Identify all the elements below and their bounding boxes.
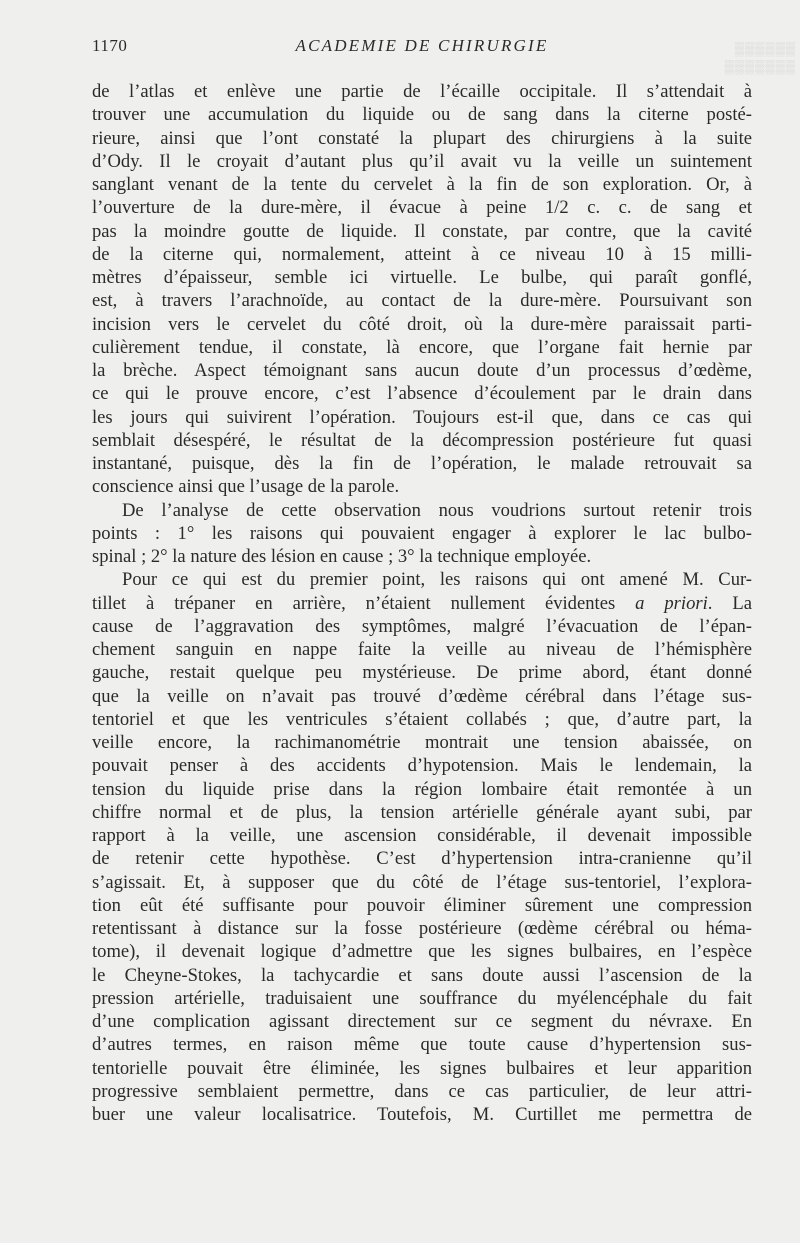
text-line [92, 289, 752, 312]
text-line-content: d’Ody. Il le croyait d’autant plus qu’il avait vu la veille un suintement [92, 150, 752, 172]
text-line [92, 754, 752, 777]
text-line [92, 150, 752, 173]
text-line [92, 731, 752, 754]
text-line-content: la brèche. Aspect témoignant sans aucun doute d’un processus d’œdème, [92, 360, 752, 381]
text-line [92, 661, 752, 684]
text-line-content: progressive semblaient permettre, dans ce cas particulier, de leur attri- [92, 1080, 752, 1102]
text-line-content: chement sanguin en nappe faite la veille au niveau de l’hémisphère [92, 639, 752, 660]
text-line [92, 220, 752, 243]
text-line [92, 615, 752, 638]
text-line [92, 917, 752, 940]
text-line [92, 894, 752, 917]
text-line [92, 429, 752, 452]
text-line-content: points : 1° les raisons qui pouvaient engager à explorer le lac bulbo- [92, 522, 752, 544]
text-line-content: retentissant à distance sur la fosse postérieure (œdème cérébral ou héma- [92, 918, 752, 939]
body-text [92, 80, 752, 1126]
text-line-content: conscience ainsi que l’usage de la parole. [92, 476, 400, 498]
text-line-content: de retenir cette hypothèse. C’est d’hypertension intra-cranienne qu’il [92, 848, 752, 870]
page-number: 1170 [92, 36, 128, 55]
text-line [92, 80, 752, 103]
text-line [92, 196, 752, 219]
text-line-content: pas la moindre goutte de liquide. Il constate, par contre, que la cavité [92, 220, 752, 242]
text-line-content: buer une valeur localisatrice. Toutefois, M. Curtillet me permettra de [92, 1104, 752, 1125]
text-line [92, 987, 752, 1010]
running-title: ACADEMIE DE CHIRURGIE [295, 36, 549, 55]
text-line [92, 1080, 752, 1103]
text-line [92, 243, 752, 266]
text-line [92, 1103, 752, 1126]
text-line [92, 568, 752, 591]
text-line [92, 592, 752, 615]
text-line [92, 452, 752, 475]
text-line-content: spinal ; 2° la nature des lésion en cause ; 3° la technique employée. [92, 546, 592, 567]
text-line [92, 940, 752, 963]
text-line-content: d’autres termes, en raison même que toute cause d’hypertension sus- [92, 1034, 752, 1056]
text-line [92, 336, 752, 359]
show-through-text: ▒▒▒▒▒▒ ▒▒▒▒▒▒▒ [724, 41, 796, 74]
text-line [92, 313, 752, 336]
text-line-content: De l’analyse de cette observation nous voudrions surtout retenir trois [122, 499, 752, 521]
text-line-content: trouver une accumulation du liquide ou de sang dans la citerne posté- [92, 104, 752, 126]
page-header [92, 36, 752, 60]
text-line-content: tentorielle pouvait être éliminée, les signes bulbaires et leur apparition [92, 1057, 752, 1079]
text-line-content: sanglant venant de la tente du cervelet à la fin de son exploration. Or, à [92, 174, 752, 195]
text-line-content: gauche, restait quelque peu mystérieuse. De prime abord, étant donné [92, 662, 752, 684]
italic-phrase: a priori [635, 592, 708, 614]
text-line [92, 778, 752, 801]
text-line [92, 871, 752, 894]
text-line [92, 103, 752, 126]
text-line [92, 824, 752, 847]
text-line [92, 1057, 752, 1080]
text-line-content: tillet à trépaner en arrière, n’étaient nullement évidentes [92, 592, 616, 614]
text-line-content: Pour ce qui est du premier point, les raisons qui ont amené M. Cur- [122, 569, 752, 591]
text-line-content: pouvait penser à des accidents d’hypotension. Mais le lendemain, la [92, 755, 752, 777]
text-line-content: ce qui le prouve encore, c’est l’absence d’écoulement par le drain dans [92, 383, 752, 405]
text-line-content: rieure, ainsi que l’ont constaté la plupart des chirurgiens à la suite [92, 127, 752, 149]
text-line-content: veille encore, la rachimanométrie montrait une tension abaissée, on [92, 732, 752, 753]
text-line [92, 127, 752, 150]
text-line [92, 359, 752, 382]
text-line-content: semblait désespéré, le résultat de la décompression postérieure fut quasi [92, 429, 752, 451]
text-line-content: de la citerne qui, normalement, atteint à ce niveau 10 à 15 milli- [92, 243, 752, 265]
text-line-content: de l’atlas et enlève une partie de l’écaille occipitale. Il s’attendait à [92, 81, 752, 102]
text-line-tail: . La [707, 592, 753, 614]
text-line [92, 522, 752, 545]
text-line [92, 1010, 752, 1033]
text-line [92, 638, 752, 661]
text-line [92, 266, 752, 289]
text-line-content: les jours qui suivirent l’opération. Toujours est-il que, dans ce cas qui [92, 406, 752, 428]
text-line-content: tion eût été suffisante pour pouvoir éliminer sûrement une compression [92, 894, 752, 916]
text-line [92, 499, 752, 522]
text-line-content: le Cheyne-Stokes, la tachycardie et sans doute aussi l’ascension de la [92, 964, 752, 986]
text-line [92, 1033, 752, 1056]
text-line-content: que la veille on n’avait pas trouvé d’œdème cérébral dans l’étage sus- [92, 685, 752, 707]
text-line-content: pression artérielle, traduisaient une souffrance du myélencéphale du fait [92, 987, 752, 1009]
text-line-content: est, à travers l’arachnoïde, au contact de la dure-mère. Poursuivant son [92, 290, 752, 312]
text-line [92, 475, 752, 498]
text-line [92, 382, 752, 405]
text-line-content: tension du liquide prise dans la région lombaire était remontée à un [92, 778, 752, 800]
text-line-content: l’ouverture de la dure-mère, il évacue à peine 1/2 c. c. de sang et [92, 197, 752, 219]
text-line-content: instantané, puisque, dès la fin de l’opération, le malade retrouvait sa [92, 453, 752, 474]
text-line-content: chiffre normal et de plus, la tension artérielle générale ayant subi, par [92, 801, 752, 823]
text-line [92, 545, 752, 568]
text-line [92, 685, 752, 708]
text-line [92, 801, 752, 824]
text-line-content: culièrement tendue, il constate, là encore, que l’organe fait hernie par [92, 336, 752, 358]
text-line [92, 708, 752, 731]
text-line [92, 964, 752, 987]
text-line-content: s’agissait. Et, à supposer que du côté de l’étage sus-tentoriel, l’explora- [92, 871, 752, 893]
text-line-content: cause de l’aggravation des symptômes, malgré l’évacuation de l’épan- [92, 615, 752, 637]
text-line [92, 173, 752, 196]
text-line [92, 847, 752, 870]
text-line-content: tentoriel et que les ventricules s’étaient collabés ; que, d’autre part, la [92, 708, 752, 730]
text-line-content: tome), il devenait logique d’admettre que les signes bulbaires, en l’espèce [92, 941, 752, 963]
text-line-content: mètres d’épaisseur, semble ici virtuelle. Le bulbe, qui paraît gonflé, [92, 267, 752, 288]
text-line-content: d’une complication agissant directement sur ce segment du névraxe. En [92, 1011, 752, 1032]
text-line-content: rapport à la veille, une ascension considérable, il devenait impossible [92, 825, 752, 846]
text-line [92, 406, 752, 429]
text-line-content: incision vers le cervelet du côté droit, où la dure-mère paraissait parti- [92, 313, 752, 335]
